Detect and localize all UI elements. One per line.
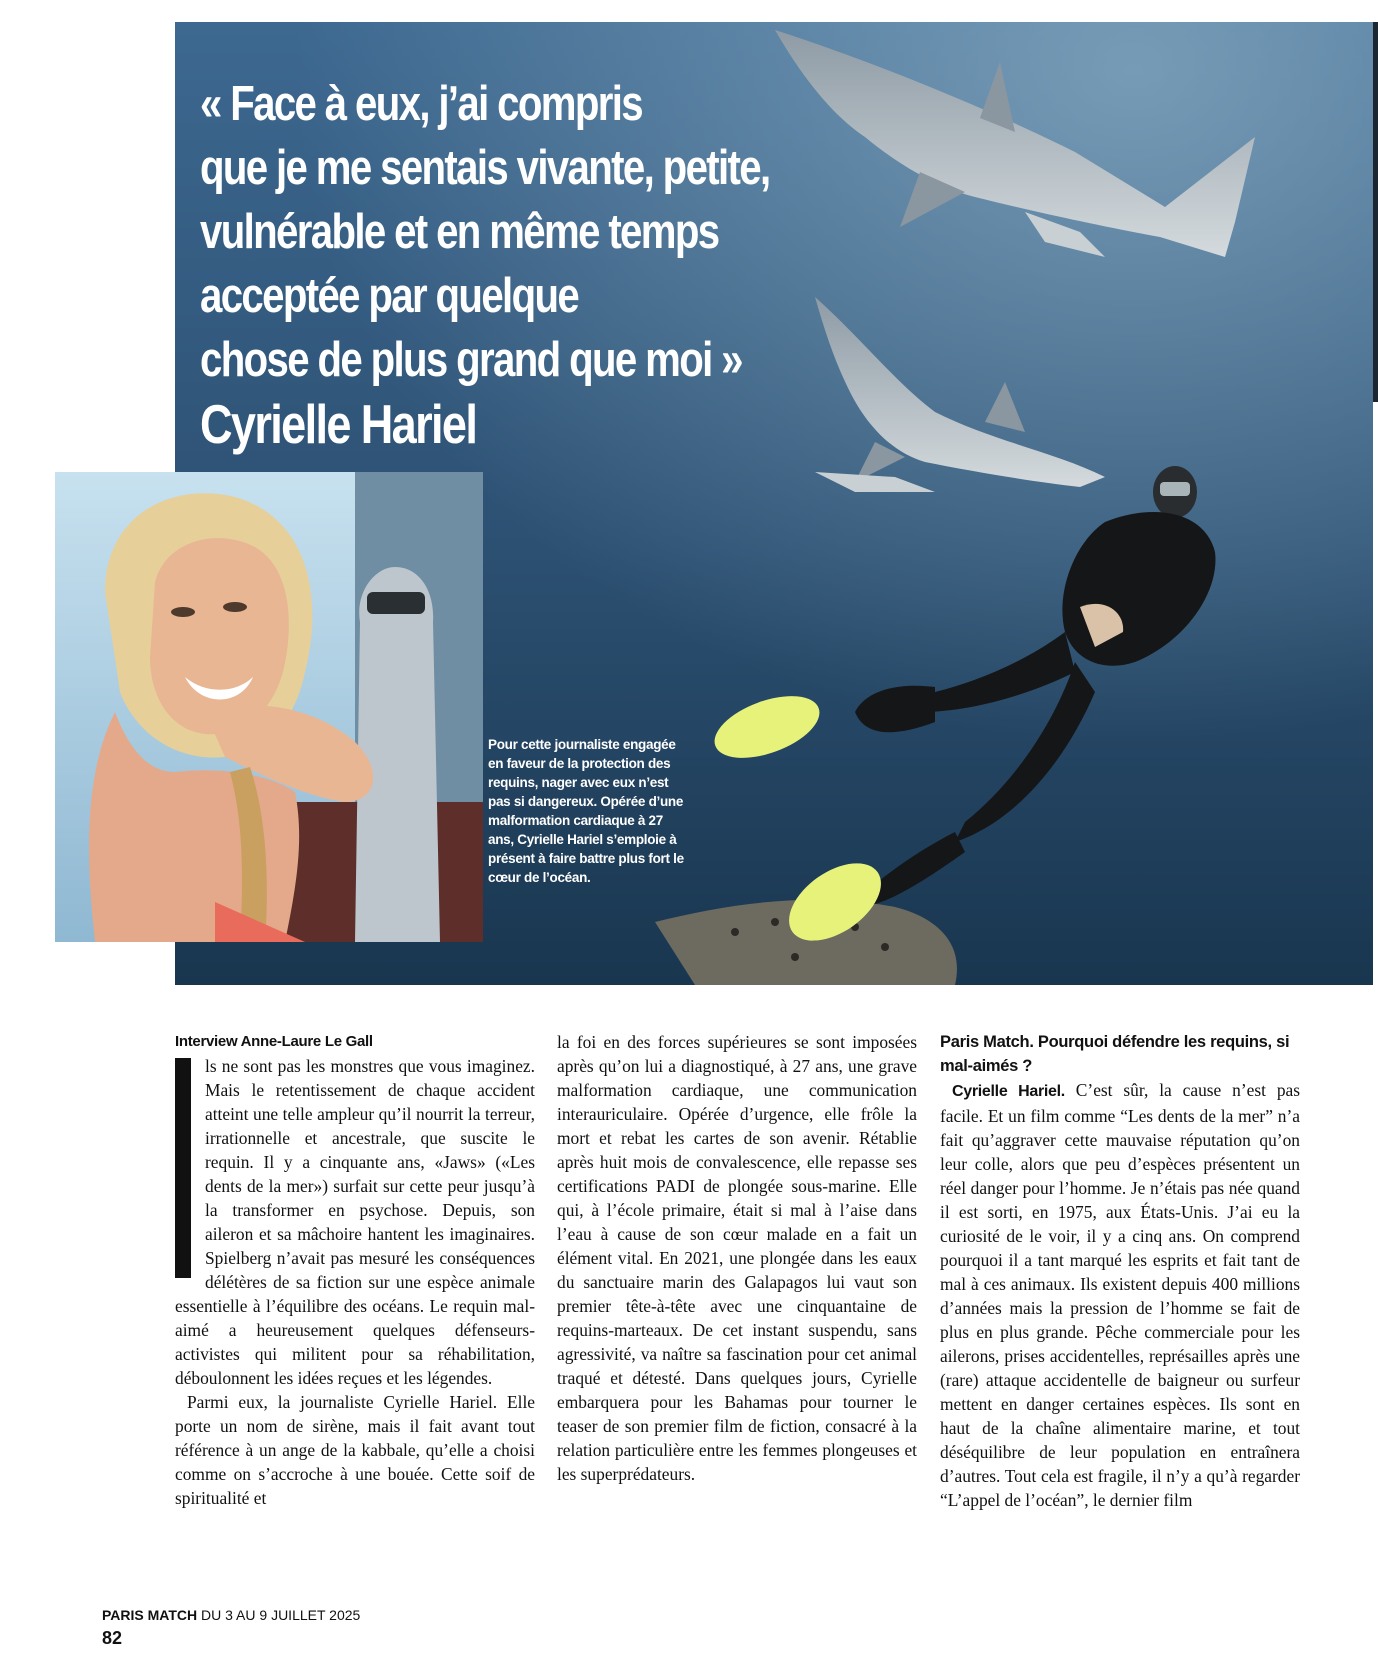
drop-cap	[175, 1058, 191, 1278]
answer-speaker: Cyrielle Hariel.	[952, 1083, 1065, 1100]
paragraph: Parmi eux, la journaliste Cyrielle Hariel. Elle porte un nom de sirène, mais il fait avant tout référence à un ange de la kabbale, qu’elle a choisi comme on s’accroche à une bouée. Cette soif de spiritualité et	[175, 1392, 535, 1508]
quote-author: Cyrielle Hariel	[200, 393, 477, 455]
quote-line: chose de plus grand que moi »	[200, 333, 742, 387]
photo-caption: Pour cette journaliste engagée en faveur de la protection des requins, nager avec eux n’est pas si dangereux. Opérée d’une malformation cardiaque à 27 ans, Cyrielle Hariel s’emploie à présent à faire battre plus fort le cœur de l’océan.	[488, 737, 684, 885]
quote-line: que je me sentais vivante, petite,	[200, 141, 770, 195]
portrait-illustration	[55, 472, 483, 942]
paragraph-text: ls ne sont pas les monstres que vous imaginez. Mais le retentissement de chaque accident atteint une telle ampleur qu’il nourrit la terreur, irrationnelle et ancestrale, que suscite le requin. Il y a cinquante ans, «Jaws» («Les dents de la mer») surfait sur cette peur jusqu’à la transformer en psychose. Depuis, son aileron et sa mâchoire hantent les imaginaires. Spielberg n’avait pas mesuré les conséquences délétères de sa fiction sur une espèce animale essentielle à l’équilibre des océans. Le requin mal-aimé a heureusement quelques défenseurs-activistes qui militent pour sa réhabilitation, déboulonnent les idées reçues et les légendes.	[175, 1056, 535, 1388]
page-number: 82	[102, 1628, 123, 1648]
article-column-3	[940, 1030, 1300, 1512]
issue-date: DU 3 AU 9 JUILLET 2025	[197, 1607, 361, 1623]
quote-line: acceptée par quelque	[200, 269, 579, 323]
article-column-2	[557, 1030, 917, 1486]
page-edge	[1373, 22, 1378, 402]
interview-answer	[940, 1078, 1300, 1512]
portrait-photo	[55, 472, 483, 942]
paragraph: la foi en des forces supérieures se sont imposées après qu’on lui a diagnostiqué, à 27 ans, une grave malformation cardiaque, une communication interauriculaire. Opérée d’urgence, elle frôle la mort et rebat les cartes de son avenir. Rétablie après huit mois de convalescence, elle repasse ses certifications PADI de plongée sous-marine. Elle qui, à l’école primaire, était si mal à l’aise dans l’eau à cause de son cœur malade en a fait un élément vital. En 2021, une plongée dans les eaux du sanctuaire marin des Galapagos lui vaut son premier tête-à-tête avec une cinquantaine de requins-marteaux. De cet instant suspendu, sans agressivité, va naître sa fascination pour cet animal traqué et détesté. Dans quelques jours, Cyrielle embarquera pour les Bahamas pour tourner le teaser de son premier film de fiction, consacré à la relation particulière entre les femmes plongeuses et les superprédateurs.	[557, 1032, 917, 1484]
quote-line: « Face à eux, j’ai compris	[200, 77, 642, 131]
article-column-1	[175, 1030, 535, 1510]
paragraph	[175, 1054, 535, 1390]
pull-quote	[200, 72, 770, 456]
magazine-brand: PARIS MATCH	[102, 1607, 198, 1623]
byline: Interview Anne-Laure Le Gall	[175, 1033, 373, 1050]
page-footer	[102, 1607, 360, 1623]
answer-text: C’est sûr, la cause n’est pas facile. Et un film comme “Les dents de la mer” n’a fait qu’aggraver cette mauvaise réputation qu’on leur colle, alors que peu d’espèces présentent un réel danger pour l’homme. Je n’étais pas née quand il est sorti, en 1975, aux États-Unis. J’ai eu la curiosité de le voir, il y a cinq ans. On comprend pourquoi il a tant marqué les esprits et fait tant de mal à ces animaux. Ils existent depuis 400 millions d’années mais la pression de l’homme se fait de plus en plus grande. Pêche commerciale pour les ailerons, prises accidentelles, représailles après une (rare) attaque accidentelle de baigneur ou surfeur mettent en danger certaines espèces. Ils sont en haut de la chaîne alimentaire marine, et tout déséquilibre de leur population en entraînera d’autres. Tout cela est fragile, il n’y a qu’à regarder “L’appel de l’océan”, le dernier film	[940, 1080, 1301, 1510]
quote-line: vulnérable et en même temps	[200, 205, 719, 259]
interview-question: Paris Match. Pourquoi défendre les requins, si mal-aimés ?	[940, 1033, 1290, 1075]
